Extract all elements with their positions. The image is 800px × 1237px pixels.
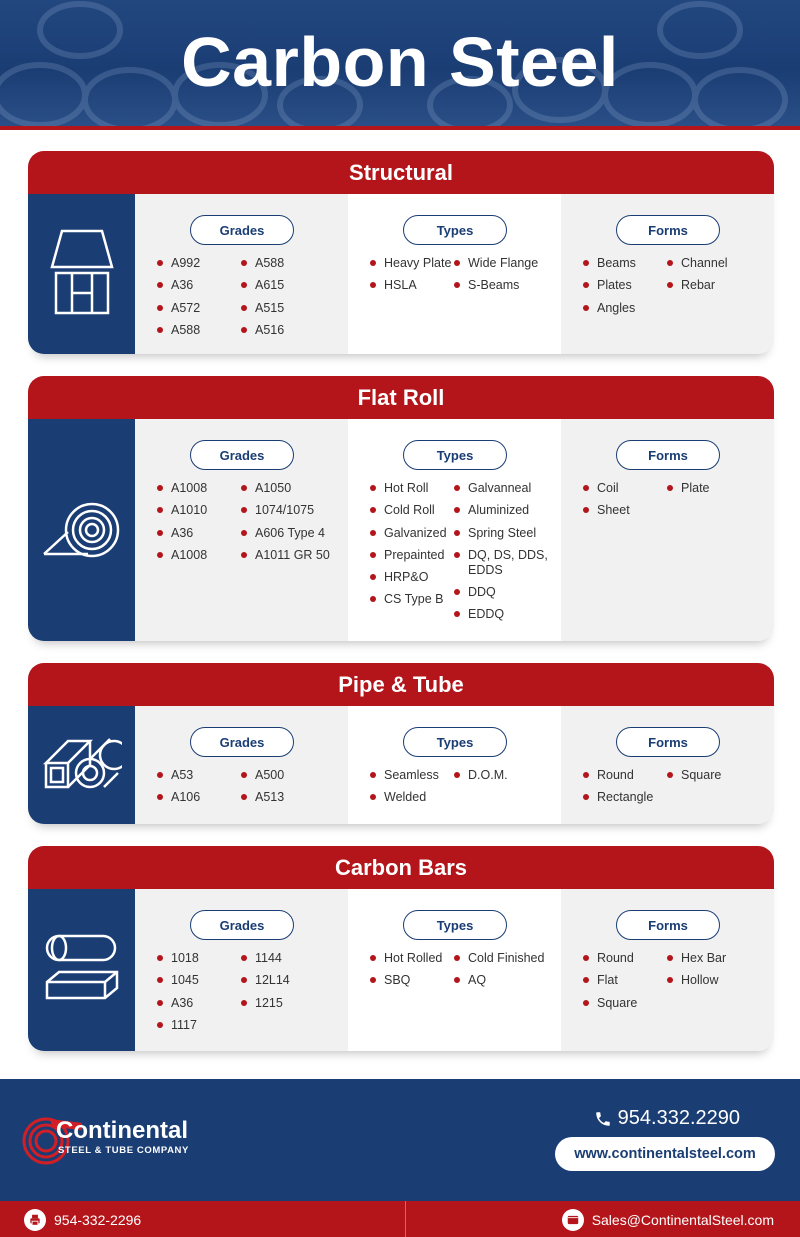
- forms-column: [561, 889, 774, 1051]
- forms-sublist: [667, 256, 767, 323]
- section-title-text: Carbon Bars: [334, 854, 468, 880]
- types-sublist: [454, 951, 554, 996]
- grades-sublist: [157, 951, 241, 1040]
- types-heading: Types: [403, 215, 507, 245]
- list-item: 1045: [157, 973, 241, 988]
- list-item: Flat: [583, 973, 667, 988]
- section-title-text: Flat Roll: [357, 384, 445, 410]
- types-list: [370, 951, 560, 996]
- list-item: A516: [241, 323, 341, 338]
- contact-bar: [0, 1201, 800, 1237]
- phone-number[interactable]: [594, 1107, 740, 1130]
- grades-column: [135, 706, 348, 824]
- grades-heading: Grades: [190, 727, 294, 757]
- list-item: 1144: [241, 951, 341, 966]
- grades-heading: Grades: [190, 215, 294, 245]
- list-item: A615: [241, 278, 341, 293]
- grades-sublist: [157, 256, 241, 345]
- fax-number: 954-332-2296: [54, 1212, 142, 1228]
- grades-column: [135, 194, 348, 354]
- list-item: A1008: [157, 481, 241, 496]
- forms-list: [583, 951, 773, 1018]
- list-item: Heavy Plate: [370, 256, 454, 271]
- types-sublist: [370, 481, 454, 630]
- list-item: Square: [667, 768, 767, 783]
- forms-heading: Forms: [616, 910, 720, 940]
- list-item: S-Beams: [454, 278, 554, 293]
- types-list: [370, 256, 560, 301]
- list-item: 1018: [157, 951, 241, 966]
- list-item: DQ, DS, DDS, EDDS: [454, 548, 554, 578]
- list-item: A1010: [157, 503, 241, 518]
- list-item: Aluminized: [454, 503, 554, 518]
- forms-list: [583, 256, 773, 323]
- section-icon-panel: [28, 194, 135, 354]
- header-divider: [0, 126, 800, 130]
- header-banner: [0, 0, 800, 126]
- logo-tagline: STEEL & TUBE COMPANY: [58, 1145, 189, 1156]
- section-flat-roll: [28, 376, 774, 641]
- forms-column: [561, 419, 774, 641]
- list-item: Cold Roll: [370, 503, 454, 518]
- email-address: Sales@ContinentalSteel.com: [591, 1212, 774, 1228]
- grades-column: [135, 889, 348, 1051]
- list-item: Beams: [583, 256, 667, 271]
- section-structural: [28, 151, 774, 354]
- list-item: A500: [241, 768, 341, 783]
- section-icon-panel: [28, 706, 135, 824]
- types-sublist: [370, 768, 454, 813]
- forms-sublist: [583, 951, 667, 1018]
- list-item: Welded: [370, 790, 454, 805]
- pipe-tube-icon: [42, 735, 122, 796]
- grades-sublist: [241, 481, 341, 570]
- fax-icon: [24, 1209, 46, 1231]
- grades-sublist: [157, 768, 241, 813]
- forms-sublist: [583, 256, 667, 323]
- page-title: Carbon Steel: [181, 23, 619, 101]
- list-item: Seamless: [370, 768, 454, 783]
- list-item: Coil: [583, 481, 667, 496]
- website-link[interactable]: www.continentalsteel.com: [555, 1137, 775, 1171]
- types-list: [370, 768, 560, 813]
- list-item: A588: [157, 323, 241, 338]
- types-list: [370, 481, 560, 630]
- forms-sublist: [583, 481, 667, 526]
- grades-heading: Grades: [190, 910, 294, 940]
- types-sublist: [454, 768, 554, 813]
- forms-sublist: [583, 768, 667, 813]
- list-item: Channel: [667, 256, 767, 271]
- phone-number-text: 954.332.2290: [617, 1107, 740, 1129]
- list-item: A992: [157, 256, 241, 271]
- list-item: Hollow: [667, 973, 767, 988]
- forms-list: [583, 481, 773, 526]
- grades-sublist: [157, 481, 241, 570]
- list-item: Hot Rolled: [370, 951, 454, 966]
- list-item: Plates: [583, 278, 667, 293]
- forms-sublist: [667, 768, 767, 813]
- list-item: 12L14: [241, 973, 341, 988]
- contact-divider: [405, 1201, 406, 1237]
- steel-coil-icon: [40, 496, 124, 565]
- list-item: SBQ: [370, 973, 454, 988]
- grades-list: [157, 768, 347, 813]
- section-title: [28, 663, 774, 706]
- logo-brand-name: Continental: [56, 1117, 188, 1144]
- company-logo[interactable]: [22, 1111, 222, 1171]
- section-pipe-tube: [28, 663, 774, 824]
- types-sublist: [454, 256, 554, 301]
- forms-column: [561, 706, 774, 824]
- types-sublist: [370, 951, 454, 996]
- list-item: A36: [157, 996, 241, 1011]
- list-item: A1011 GR 50: [241, 548, 341, 563]
- grades-list: [157, 481, 347, 570]
- list-item: Cold Finished: [454, 951, 554, 966]
- footer: [0, 1079, 800, 1201]
- list-item: Prepainted: [370, 548, 454, 563]
- list-item: A515: [241, 301, 341, 316]
- section-title: [28, 376, 774, 419]
- list-item: Square: [583, 996, 667, 1011]
- section-title: [28, 846, 774, 889]
- list-item: Rectangle: [583, 790, 667, 805]
- grades-column: [135, 419, 348, 641]
- list-item: Spring Steel: [454, 526, 554, 541]
- forms-list: [583, 768, 773, 813]
- list-item: CS Type B: [370, 592, 454, 607]
- types-column: [348, 706, 561, 824]
- types-heading: Types: [403, 727, 507, 757]
- forms-heading: Forms: [616, 440, 720, 470]
- section-title-text: Structural: [349, 159, 453, 185]
- list-item: AQ: [454, 973, 554, 988]
- forms-heading: Forms: [616, 215, 720, 245]
- types-column: [348, 419, 561, 641]
- types-heading: Types: [403, 440, 507, 470]
- list-item: Round: [583, 951, 667, 966]
- grades-sublist: [241, 951, 341, 1040]
- email-contact[interactable]: [562, 1209, 774, 1231]
- email-icon: [562, 1209, 584, 1231]
- list-item: Hex Bar: [667, 951, 767, 966]
- carbon-bars-icon: [43, 932, 121, 1009]
- list-item: Wide Flange: [454, 256, 554, 271]
- list-item: Hot Roll: [370, 481, 454, 496]
- list-item: Rebar: [667, 278, 767, 293]
- list-item: EDDQ: [454, 607, 554, 622]
- list-item: Round: [583, 768, 667, 783]
- list-item: Plate: [667, 481, 767, 496]
- forms-sublist: [667, 481, 767, 526]
- list-item: Sheet: [583, 503, 667, 518]
- list-item: A36: [157, 526, 241, 541]
- section-title: [28, 151, 774, 194]
- list-item: A606 Type 4: [241, 526, 341, 541]
- types-heading: Types: [403, 910, 507, 940]
- list-item: A106: [157, 790, 241, 805]
- types-sublist: [370, 256, 454, 301]
- grades-list: [157, 256, 347, 345]
- phone-icon: [594, 1110, 612, 1128]
- list-item: HSLA: [370, 278, 454, 293]
- list-item: A53: [157, 768, 241, 783]
- grades-sublist: [241, 256, 341, 345]
- grades-list: [157, 951, 347, 1040]
- section-icon-panel: [28, 419, 135, 641]
- list-item: Angles: [583, 301, 667, 316]
- forms-column: [561, 194, 774, 354]
- list-item: A1008: [157, 548, 241, 563]
- list-item: HRP&O: [370, 570, 454, 585]
- fax-contact[interactable]: [24, 1209, 141, 1231]
- list-item: DDQ: [454, 585, 554, 600]
- section-title-text: Pipe & Tube: [338, 671, 464, 697]
- types-column: [348, 194, 561, 354]
- list-item: Galvanneal: [454, 481, 554, 496]
- list-item: A36: [157, 278, 241, 293]
- types-sublist: [454, 481, 554, 630]
- list-item: A1050: [241, 481, 341, 496]
- grades-sublist: [241, 768, 341, 813]
- types-column: [348, 889, 561, 1051]
- list-item: A513: [241, 790, 341, 805]
- i-beam-icon: [46, 227, 118, 322]
- section-icon-panel: [28, 889, 135, 1051]
- list-item: A572: [157, 301, 241, 316]
- list-item: Galvanized: [370, 526, 454, 541]
- list-item: 1117: [157, 1018, 241, 1033]
- list-item: A588: [241, 256, 341, 271]
- list-item: D.O.M.: [454, 768, 554, 783]
- forms-sublist: [667, 951, 767, 1018]
- forms-heading: Forms: [616, 727, 720, 757]
- list-item: 1074/1075: [241, 503, 341, 518]
- section-carbon-bars: [28, 846, 774, 1051]
- list-item: 1215: [241, 996, 341, 1011]
- grades-heading: Grades: [190, 440, 294, 470]
